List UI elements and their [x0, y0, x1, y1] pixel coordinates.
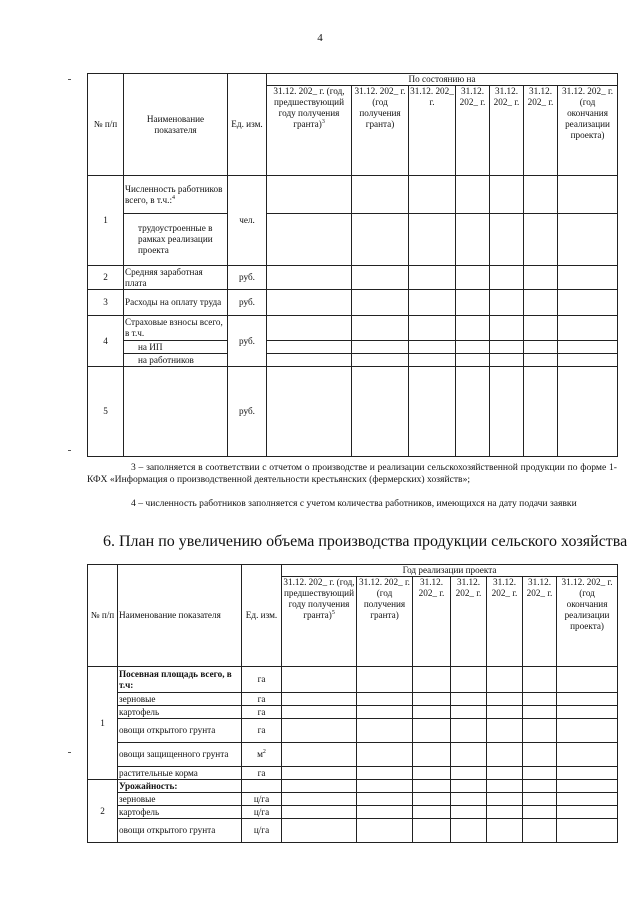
date-col-header: 31.12. 202_ г. [524, 86, 558, 176]
col-unit-header: Ед. изм. [242, 565, 282, 667]
row-number: 1 [88, 176, 124, 266]
date-col-header: 31.12. 202_ г. (год окончания реализации проекта) [558, 86, 618, 176]
row-number: 5 [88, 367, 124, 457]
production-plan-table [87, 564, 618, 843]
row-number: 1 [88, 667, 118, 780]
row-label: на работников [124, 354, 228, 367]
col-name-header: Наименование показателя [118, 565, 242, 667]
row-label: картофель [118, 706, 242, 719]
row-unit: $м^2$ [242, 743, 282, 767]
row-unit: ц/га [242, 806, 282, 819]
row-unit: руб. [228, 290, 267, 316]
row-label: Расходы на оплату труда [124, 290, 228, 316]
row-number: 3 [88, 290, 124, 316]
col-unit-header: Ед. изм. [228, 74, 267, 176]
date-col-header: 31.12. 202_ г. (год окончания реализации проекта) [557, 577, 618, 667]
date-col-header: 31.12. 202_ г. [456, 86, 490, 176]
row-number: 4 [88, 316, 124, 367]
date-col-header: 31.12. 202_ г. (год получения гранта) [357, 577, 413, 667]
row-label: трудоустроенные в рамках реализации проекта [124, 214, 228, 266]
row-unit: га [242, 693, 282, 706]
row-number: 2 [88, 780, 118, 843]
row-unit: га [242, 719, 282, 743]
row-label: овощи защищенного грунта [118, 743, 242, 767]
row-label: растительные корма [118, 767, 242, 780]
row-label: Численность работников всего, в т.ч.:$^4$ [124, 176, 228, 214]
row-unit: чел. [228, 176, 267, 266]
row-label: Средняя заработная плата [124, 266, 228, 290]
page-number: 4 [317, 32, 323, 44]
row-label: Урожайность: [118, 780, 242, 793]
row-label: на ИП [124, 341, 228, 354]
margin-mark [68, 752, 71, 753]
row-label: зерновые [118, 693, 242, 706]
row-unit: руб. [228, 367, 267, 457]
footnote-3: 3 – заполняется в соответствии с отчетом о производстве и реализации сельскохозяйственной продукции по форме 1-КФХ «Информация о производственной деятельности крестьянских (фермерских) хозяйств»; [87, 462, 617, 485]
date-col-header: 31.12. 202_ г. [413, 577, 451, 667]
row-label: овощи открытого грунта [118, 819, 242, 843]
date-col-header: 31.12. 202_ г. [451, 577, 487, 667]
row-unit [242, 780, 282, 793]
col-num-header: № п/п [88, 565, 118, 667]
row-label: картофель [118, 806, 242, 819]
margin-mark [68, 450, 71, 451]
date-group-header: Год реализации проекта [282, 565, 618, 577]
margin-mark [68, 79, 71, 80]
row-unit: га [242, 767, 282, 780]
row-unit: га [242, 706, 282, 719]
row-label: овощи открытого грунта [118, 719, 242, 743]
date-col-header: 31.12. 202_ г. [487, 577, 523, 667]
row-unit: руб. [228, 266, 267, 290]
col-num-header: № п/п [88, 74, 124, 176]
row-unit: га [242, 667, 282, 693]
row-unit: ц/га [242, 819, 282, 843]
date-col-header: 31.12. 202_ г. (год получения гранта) [352, 86, 409, 176]
row-label [124, 367, 228, 457]
row-number: 2 [88, 266, 124, 290]
staff-indicators-table [87, 73, 618, 457]
row-label: Посевная площадь всего, в т.ч: [118, 667, 242, 693]
footnote-4: 4 – численность работников заполняется с учетом количества работников, имеющихся на дату подачи заявки [131, 498, 577, 509]
row-unit: ц/га [242, 793, 282, 806]
date-col-header: 31.12. 202_ г. (год, предшествующий году получения гранта)$^5$ [282, 577, 357, 667]
date-col-header: 31.12. 202_ г. (год, предшествующий году получения гранта)$^3$ [267, 86, 352, 176]
row-label: Страховые взносы всего, в т.ч. [124, 316, 228, 341]
row-unit: руб. [228, 316, 267, 367]
date-col-header: 31.12. 202_ г. [490, 86, 524, 176]
row-label: зерновые [118, 793, 242, 806]
date-group-header: По состоянию на [267, 74, 618, 86]
section-heading: 6. План по увеличению объема производства продукции сельского хозяйства [103, 533, 628, 550]
date-col-header: 31.12. 202_ г. [523, 577, 557, 667]
col-name-header: Наименование показателя [124, 74, 228, 176]
date-col-header: 31.12. 202_ г. [409, 86, 456, 176]
